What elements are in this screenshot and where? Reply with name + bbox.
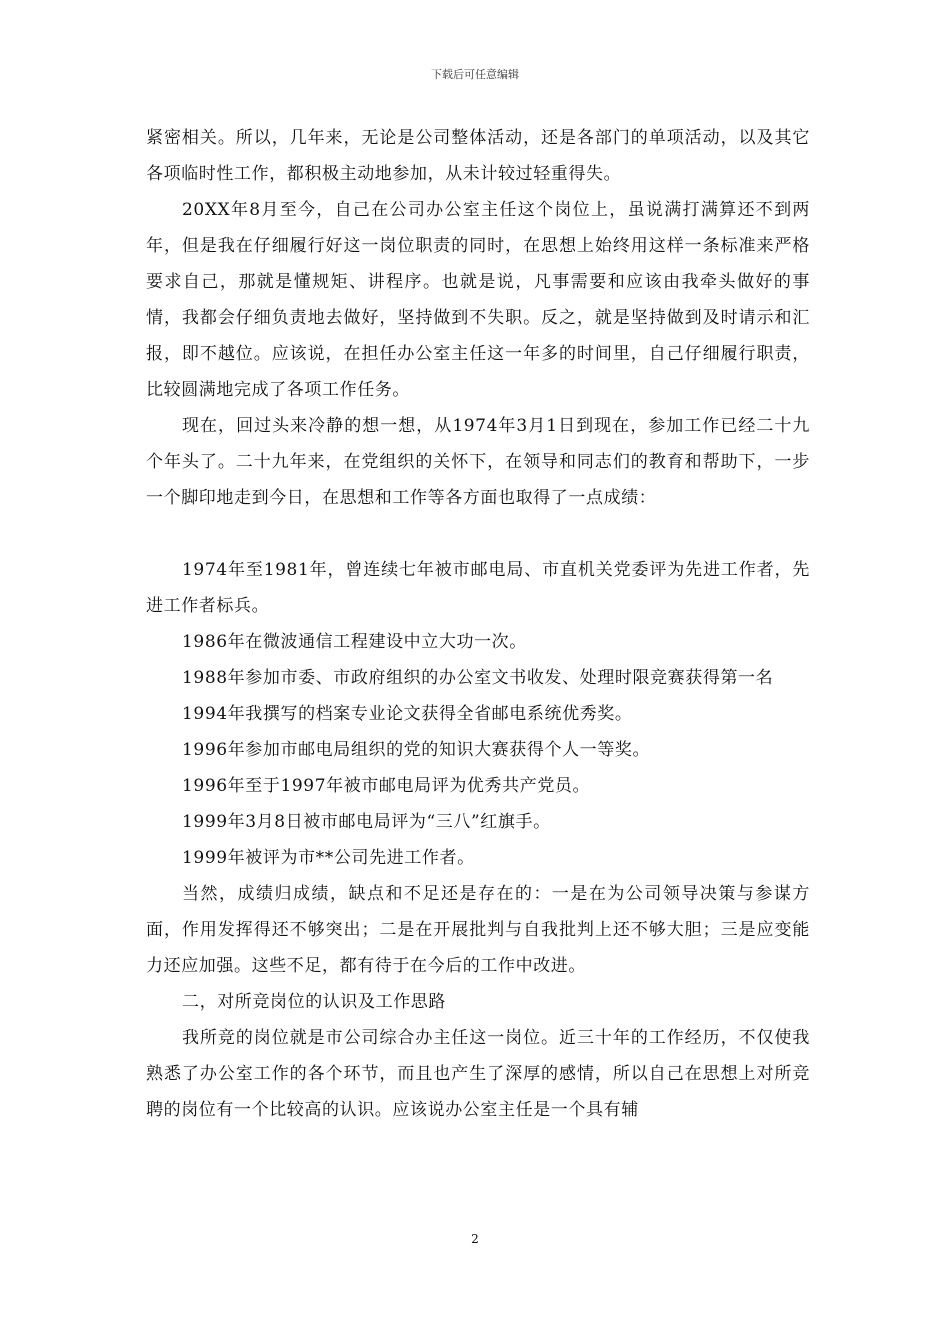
achievement-item: 1996年至于1997年被市邮电局评为优秀共产党员。 — [182, 776, 591, 796]
document-body — [146, 120, 810, 1128]
achievement-item: 1996年参加市邮电局组织的党的知识大赛获得个人一等奖。 — [182, 740, 651, 760]
paragraph-continuation: 紧密相关。所以，几年来，无论是公司整体活动，还是各部门的单项活动，以及其它各项临时性工作，都积极主动地参加，从未计较过轻重得失。 — [146, 128, 810, 184]
achievement-item: 1974年至1981年，曾连续七年被市邮电局、市直机关党委评为先进工作者，先进工作者标兵。 — [146, 560, 810, 616]
achievement-item: 1988年参加市委、市政府组织的办公室文书收发、处理时限竞赛获得第一名 — [182, 668, 774, 688]
achievement-item: 1999年3月8日被市邮电局评为“三八”红旗手。 — [182, 812, 551, 832]
header-note: 下载后可任意编辑 — [431, 68, 519, 81]
blank-line — [146, 516, 810, 552]
achievement-item: 1994年我撰写的档案专业论文获得全省邮电系统优秀奖。 — [182, 704, 633, 724]
section-heading: 二，对所竞岗位的认识及工作思路 — [182, 992, 446, 1012]
paragraph-position-duty: 20XX年8月至今，自己在公司办公室主任这个岗位上，虽说满打满算还不到两年，但是我在仔细履行好这一岗位职责的同时，在思想上始终用这样一条标准来严格要求自己，那就是懂规矩、讲程序。也就是说，凡事需要和应该由我牵头做好的事情，我都会仔细负责地去做好，坚持做到不失职。反之，就是坚持做到及时请示和汇报，即不越位。应该说，在担任办公室主任这一年多的时间里，自己仔细履行职责，比较圆满地完成了各项工作任务。 — [146, 200, 810, 400]
achievement-item: 1986年在微波通信工程建设中立大功一次。 — [182, 632, 527, 652]
paragraph-shortcomings: 当然，成绩归成绩，缺点和不足还是存在的：一是在为公司领导决策与参谋方面，作用发挥得还不够突出；二是在开展批判与自我批判上还不够大胆；三是应变能力还应加强。这些不足，都有待于在今后的工作中改进。 — [146, 884, 810, 976]
achievement-item: 1999年被评为市**公司先进工作者。 — [182, 848, 475, 868]
paragraph-career-review: 现在，回过头来冷静的想一想，从1974年3月1日到现在，参加工作已经二十九个年头了。二十九年来，在党组织的关怀下，在领导和同志们的教育和帮助下，一步一个脚印地走到今日，在思想和工作等各方面也取得了一点成绩： — [146, 416, 810, 508]
page-number: 2 — [471, 1232, 479, 1246]
paragraph-position-understanding: 我所竞的岗位就是市公司综合办主任这一岗位。近三十年的工作经历，不仅使我熟悉了办公室工作的各个环节，而且也产生了深厚的感情，所以自己在思想上对所竞聘的岗位有一个比较高的认识。应该说办公室主任是一个具有辅 — [146, 1028, 810, 1120]
